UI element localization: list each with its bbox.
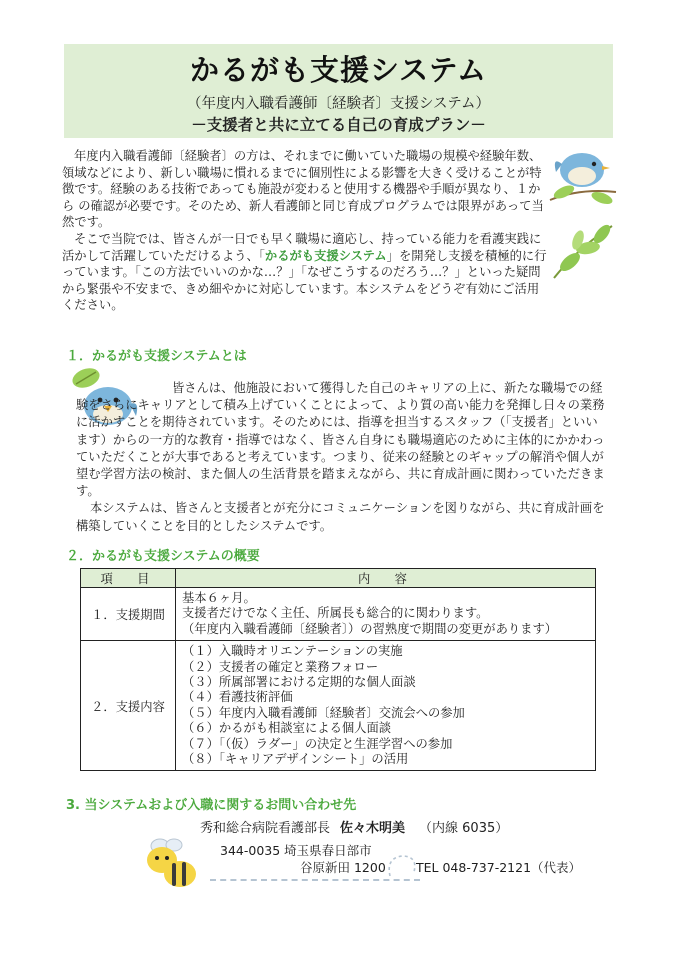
bird-on-branch-illustration (542, 142, 620, 208)
contact-extension: （内線 6035） (419, 821, 509, 836)
content-line: （年度内入職看護師〔経験者〕）の習熟度で期間の変更があります） (182, 621, 558, 636)
table-header-row (81, 569, 596, 588)
intro-text (62, 148, 548, 314)
contact-address-line: 344-0035 埼玉県春日部市 (220, 843, 372, 858)
content-line: 基本６ヶ月。 (182, 591, 256, 605)
section1-paragraph: 本システムは、皆さんと支援者とが充分にコミュニケーションを図りながら、共に育成計画を構築していくことを目的としたシステムです。 (76, 501, 605, 533)
section1-paragraph: 皆さんは、他施設において獲得した自己のキャリアの上に、新たな職場での経験をさらにキャリアとして積み上げていくことによって、より質の高い能力を発揮し日々の業務に活かすことを期待されています。そのためには、指導を担当するスタッフ（「支援者」といいます）からの一方的な教育・指導ではなく、皆さん自身にも職場適応のために主体的にかかわっていただくことが大事であると考えています。つまり、従来の経験とのギャップの解消や個人が望む学習方法の検討、また個人の生活背景を踏まえながら、共に育成計画に関わっていただきます。 (76, 381, 605, 499)
content-line: （８）「キャリアデザインシート」の活用 (182, 752, 409, 767)
content-line: （４）看護技術評価 (182, 690, 293, 705)
row-content (176, 641, 596, 771)
contact-organization: 秀和総合病院看護部長 (200, 821, 331, 836)
dashed-trail-divider (210, 879, 420, 881)
content-line: （６）かるがも相談室による個人面談 (182, 721, 392, 736)
section-heading: １．かるがも支援システムとは (66, 349, 247, 364)
leaves-illustration (548, 218, 618, 282)
content-line: （２）支援者の確定と業務フォロー (182, 659, 379, 674)
row-label: ２．支援内容 (81, 641, 176, 771)
intro-paragraph: 年度内入職看護師〔経験者〕の方は、それまでに働いていた職場の規模や経験年数、領域などにより、新しい職場に慣れるまでに個別性による影響を大きく受けることが特徴です。経験のある技術であっても施設が変わると使用する機器や手順が異なり、１から の確認が必要です。そのため、新人看護師と同じ育成プログラムでは限界があって当然です。 (62, 149, 544, 230)
contact-name: 佐々木明美 (340, 821, 406, 836)
contact-address-line: 谷原新田 1200 (300, 860, 386, 875)
intro-text-segment: 」を開発し支援を積極的に行っています。「この方法でいいのかな…？」「なぜこうするのだろう…？」といった疑問から緊張や不安まで、きめ細やかに対応しています。本システムをどうぞ有効にご活用ください。 (62, 248, 547, 313)
section1-body (76, 380, 608, 535)
content-line: 支援者だけでなく主任、所属長も総合的に関わります。 (182, 606, 489, 621)
page-subtitle: （年度内入職看護師〔経験者〕支援システム） (186, 96, 491, 112)
overview-table (80, 568, 596, 771)
row-label: １．支援期間 (81, 588, 176, 641)
system-name-highlight: かるがも支援システム (264, 248, 387, 263)
title-banner (64, 44, 613, 138)
content-line: （１）入職時オリエンテーションの実施 (182, 644, 403, 659)
content-line: （７）「（仮）ラダー」の決定と生涯学習への参加 (182, 736, 453, 751)
section-heading: ２．かるがも支援システムの概要 (66, 549, 260, 564)
table-row (81, 588, 596, 641)
content-line: （３）所属部署における定期的な個人面談 (182, 675, 416, 690)
page-title: かるがも支援システム (189, 53, 488, 87)
row-content (176, 588, 596, 641)
column-header-item: 項 目 (81, 569, 176, 588)
section-heading: 3. 当システムおよび入職に関するお問い合わせ先 (66, 798, 357, 813)
intro-text-segment: そこで当院では、皆さんが一日でも早く職場に適応し、持っている能力を看護実践に活かして活躍していただけるよう、「 (62, 231, 542, 263)
bee-illustration (140, 836, 202, 892)
content-line: （５）年度内入職看護師〔経験者〕交流会への参加 (182, 705, 465, 720)
contact-person (200, 817, 508, 836)
table-row (81, 641, 596, 771)
page-tagline: －支援者と共に立てる自己の育成プラン－ (191, 116, 486, 134)
column-header-content: 内 容 (176, 569, 596, 588)
contact-phone: TEL 048-737-2121（代表） (416, 860, 582, 875)
dashed-swirl-decoration (384, 852, 420, 880)
intro-paragraph (62, 231, 548, 314)
